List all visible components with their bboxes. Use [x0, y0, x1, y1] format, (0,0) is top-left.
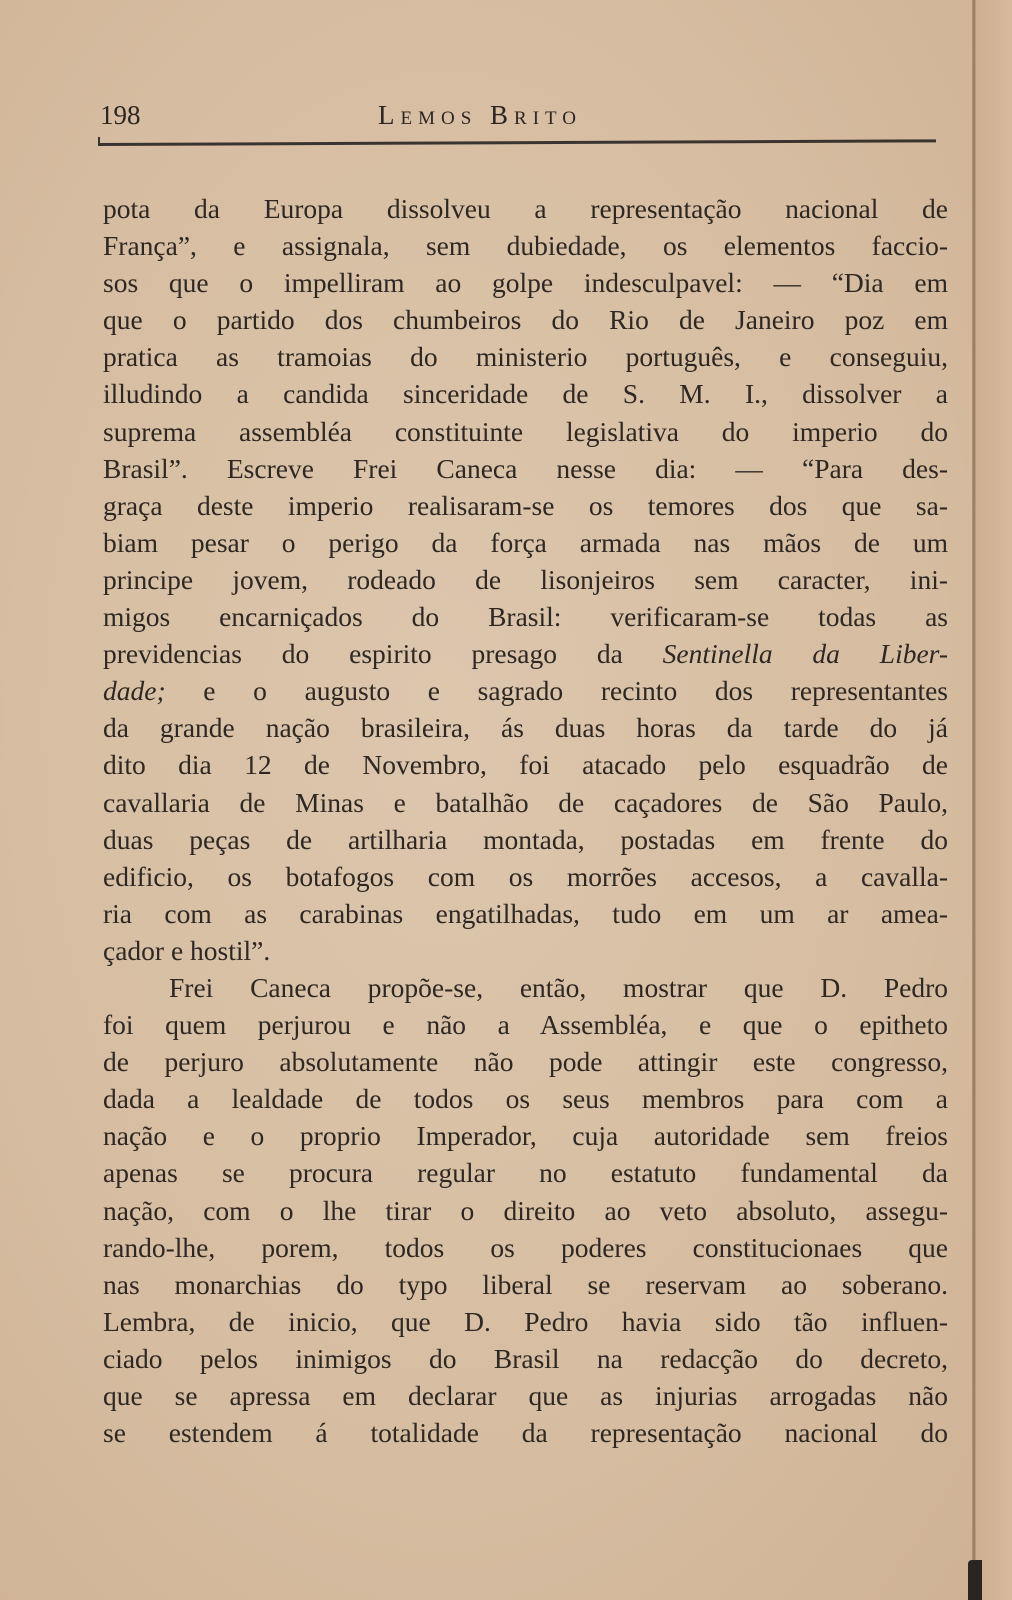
text-line: duas peças de artilharia montada, postadas em frente do	[103, 823, 948, 855]
text-line: graça deste imperio realisaram-se os temores dos que sa-	[103, 489, 948, 521]
page-number: 198	[100, 100, 141, 130]
italic-newspaper-title: Sentinella da Liber-	[662, 638, 948, 670]
text-line: sos que o impelliram ao golpe indesculpavel: — “Dia em	[103, 267, 948, 299]
adjacent-page-edge	[976, 0, 1012, 1600]
text-line: dito dia 12 de Novembro, foi atacado pelo esquadrão de	[103, 749, 948, 781]
text-line: Brasil”. Escreve Frei Caneca nesse dia: — “Para des-	[103, 452, 948, 484]
text-line: ciado pelos inimigos do Brasil na redacção do decreto,	[103, 1342, 948, 1374]
text-line: apenas se procura regular no estatuto fundamental da	[103, 1157, 948, 1189]
text-line-paragraph-start: Frei Caneca propõe-se, então, mostrar que D. Pedro	[169, 971, 948, 1003]
text-line: Lembra, de inicio, que D. Pedro havia sido tão influen-	[103, 1305, 948, 1337]
text-line: pota da Europa dissolveu a representação nacional de	[103, 193, 948, 224]
text-line: edificio, os botafogos com os morrões accesos, a cavalla-	[103, 860, 948, 892]
text-line: se estendem á totalidade da representação nacional do	[103, 1417, 948, 1449]
text-line: illudindo a candida sinceridade de S. M. I., dissolver a	[103, 378, 948, 410]
text-line: nação, com o lhe tirar o direito ao veto absoluto, assegu-	[103, 1194, 948, 1226]
text-line: nas monarchias do typo liberal se reservam ao soberano.	[103, 1268, 948, 1300]
text-line-with-italic-title	[103, 672, 948, 709]
text-line-paragraph-end: çador e hostil”.	[103, 934, 271, 966]
text-line: migos encarniçados do Brasil: verificaram-se todas as	[103, 601, 948, 633]
text-line: França”, e assignala, sem dubiedade, os elementos faccio-	[103, 230, 948, 262]
page-header	[100, 98, 936, 138]
text-line: de perjuro absolutamente não pode attingir este congresso,	[103, 1046, 948, 1078]
text-line: biam pesar o perigo da força armada nas mãos de um	[103, 526, 948, 558]
text-line: principe jovem, rodeado de lisonjeiros sem caracter, ini-	[103, 563, 948, 595]
italic-newspaper-title-end: dade;	[103, 675, 166, 707]
text-line-with-italic-title	[103, 635, 948, 672]
text-line: que o partido dos chumbeiros do Rio de Janeiro poz em	[103, 304, 948, 336]
text-line: nação e o proprio Imperador, cuja autoridade sem freios	[103, 1120, 948, 1152]
text-line: rando-lhe, porem, todos os poderes constitucionaes que	[103, 1231, 948, 1263]
text-line: suprema assembléa constituinte legislativa do imperio do	[103, 415, 948, 447]
running-head-author: Lemos Brito	[378, 100, 583, 130]
scan-corner-shadow	[968, 1560, 982, 1600]
body-text	[103, 190, 948, 1451]
text-line: pratica as tramoias do ministerio português, e conseguiu,	[103, 341, 948, 373]
text-line: foi quem perjurou e não a Assembléa, e que o epitheto	[103, 1009, 948, 1041]
text-segment: previdencias do espirito presago da	[103, 638, 663, 670]
text-segment: e o augusto e sagrado recinto dos representantes	[165, 675, 948, 707]
text-line: cavallaria de Minas e batalhão de caçadores de São Paulo,	[103, 786, 948, 818]
text-line: que se apressa em declarar que as injurias arrogadas não	[103, 1380, 948, 1411]
text-line: dada a lealdade de todos os seus membros para com a	[103, 1083, 948, 1115]
header-rule	[98, 139, 936, 146]
text-line: ria com as carabinas engatilhadas, tudo em um ar amea-	[103, 897, 948, 929]
text-line: da grande nação brasileira, ás duas horas da tarde do já	[103, 712, 948, 744]
